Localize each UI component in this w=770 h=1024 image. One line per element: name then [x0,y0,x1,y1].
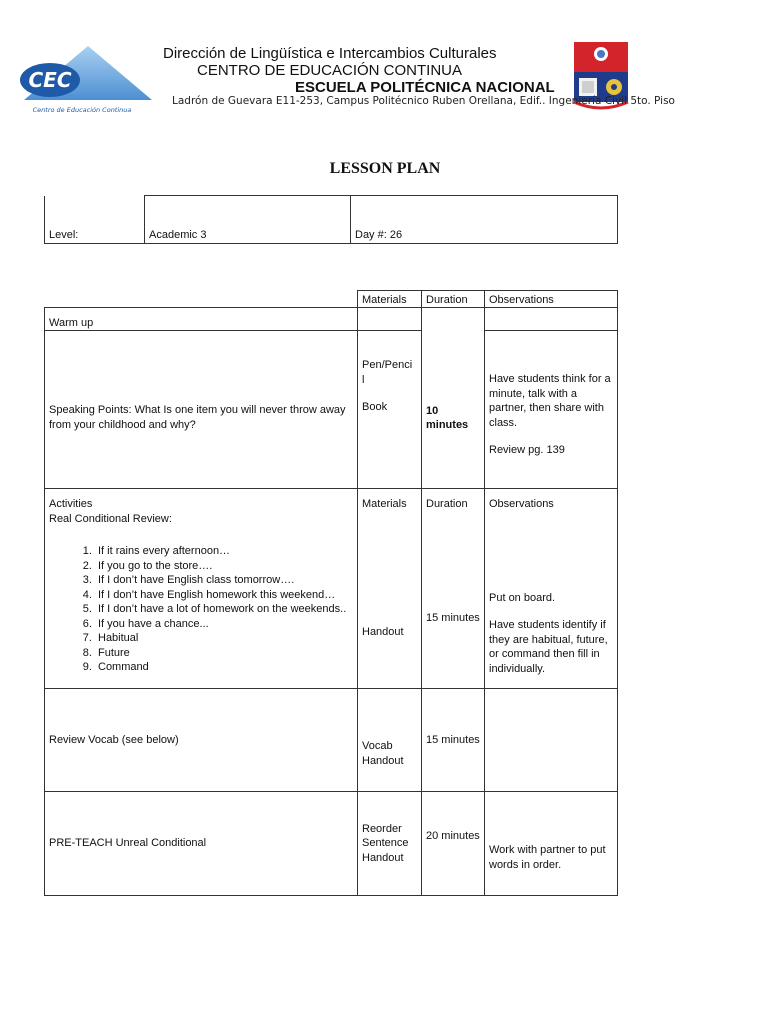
activities-obs-1: Put on board. [489,591,556,604]
activities-cell [45,489,358,689]
vocab-materials-line2: Handout [362,754,404,767]
header-line3: ESCUELA POLITÉCNICA NACIONAL [295,79,555,96]
level-label: Level: [45,196,145,244]
preteach-duration: 20 minutes [422,792,485,896]
blank-header-cell [45,291,358,308]
warmup-observations [485,331,618,489]
cec-logo [10,44,155,116]
activities-list [49,544,353,675]
warmup-heading: Warm up [45,308,358,331]
activities-materials-value: Handout [362,625,404,638]
vocab-duration: 15 minutes [422,689,485,792]
warmup-materials-line3: Book [362,401,388,413]
activities-duration-value: 15 minutes [426,611,480,624]
col-observations-1: Observations [485,291,618,308]
logo-cec-text: CEC [28,68,72,92]
activities-observations [485,489,618,689]
activities-materials [358,489,422,689]
vocab-obs-blank [485,689,618,792]
list-item: 5. If I don’t have a lot of homework on the weekends.. [95,602,353,617]
warmup-obs-2: Review pg. 139 [489,444,565,456]
warmup-materials [358,331,422,489]
list-item: 3. If I don’t have English class tomorrow…. [95,573,353,588]
list-item: 8. Future [95,646,353,661]
col-duration-1: Duration [422,291,485,308]
preteach-materials-line2: Sentence [362,837,409,850]
vocab-materials [358,689,422,792]
lesson-plan-table [44,290,618,896]
list-item: 9. Command [95,660,353,675]
preteach-materials-line3: Handout [362,851,404,864]
warmup-obs-1: Have students think for a minute, talk with a partner, then share with class. [489,373,611,429]
preteach-observations: Work with partner to put words in order. [485,792,618,896]
preteach-text: PRE-TEACH Unreal Conditional [45,792,358,896]
col-materials-1: Materials [358,291,422,308]
list-item: 6. If you have a chance... [95,617,353,632]
header-line1: Dirección de Lingüística e Intercambios Culturales [163,45,497,62]
day-label: Day #: 26 [351,196,618,244]
header-address: Ladrón de Guevara E11-253, Campus Politécnico Ruben Orellana, Edif.. Ingeniería Civil 5to. Piso [172,95,675,107]
list-item: 4. If I don’t have English homework this weekend… [95,588,353,603]
preteach-materials [358,792,422,896]
warmup-text: Speaking Points: What Is one item you will never throw away from your childhood and why? [45,331,358,489]
list-item: 7. Habitual [95,631,353,646]
activities-subheading: Real Conditional Review: [49,512,172,525]
activities-heading: Activities [49,498,93,510]
warmup-materials-line1: Pen/Penci [362,359,413,371]
info-table [44,195,618,244]
list-item: 2. If you go to the store…. [95,559,353,574]
col-observations-2: Observations [489,498,554,510]
warmup-obs-blank [485,308,618,331]
activities-duration [422,489,485,689]
logo-subtitle: Centro de Educación Continua [32,106,132,114]
warmup-materials-blank [358,308,422,331]
header-line2: CENTRO DE EDUCACIÓN CONTINUA [197,62,463,79]
col-materials-2: Materials [362,498,407,510]
warmup-duration: 10 minutes [422,308,485,489]
vocab-text: Review Vocab (see below) [45,689,358,792]
list-item: 1. If it rains every afternoon… [95,544,353,559]
page-title: LESSON PLAN [329,160,441,177]
warmup-materials-line2: l [362,373,365,386]
col-duration-2: Duration [426,498,468,510]
preteach-materials-line1: Reorder [362,822,402,835]
level-value: Academic 3 [145,196,351,244]
activities-obs-2: Have students identify if they are habitual, future, or command then fill in individually. [489,619,608,675]
vocab-materials-line1: Vocab [362,740,393,752]
